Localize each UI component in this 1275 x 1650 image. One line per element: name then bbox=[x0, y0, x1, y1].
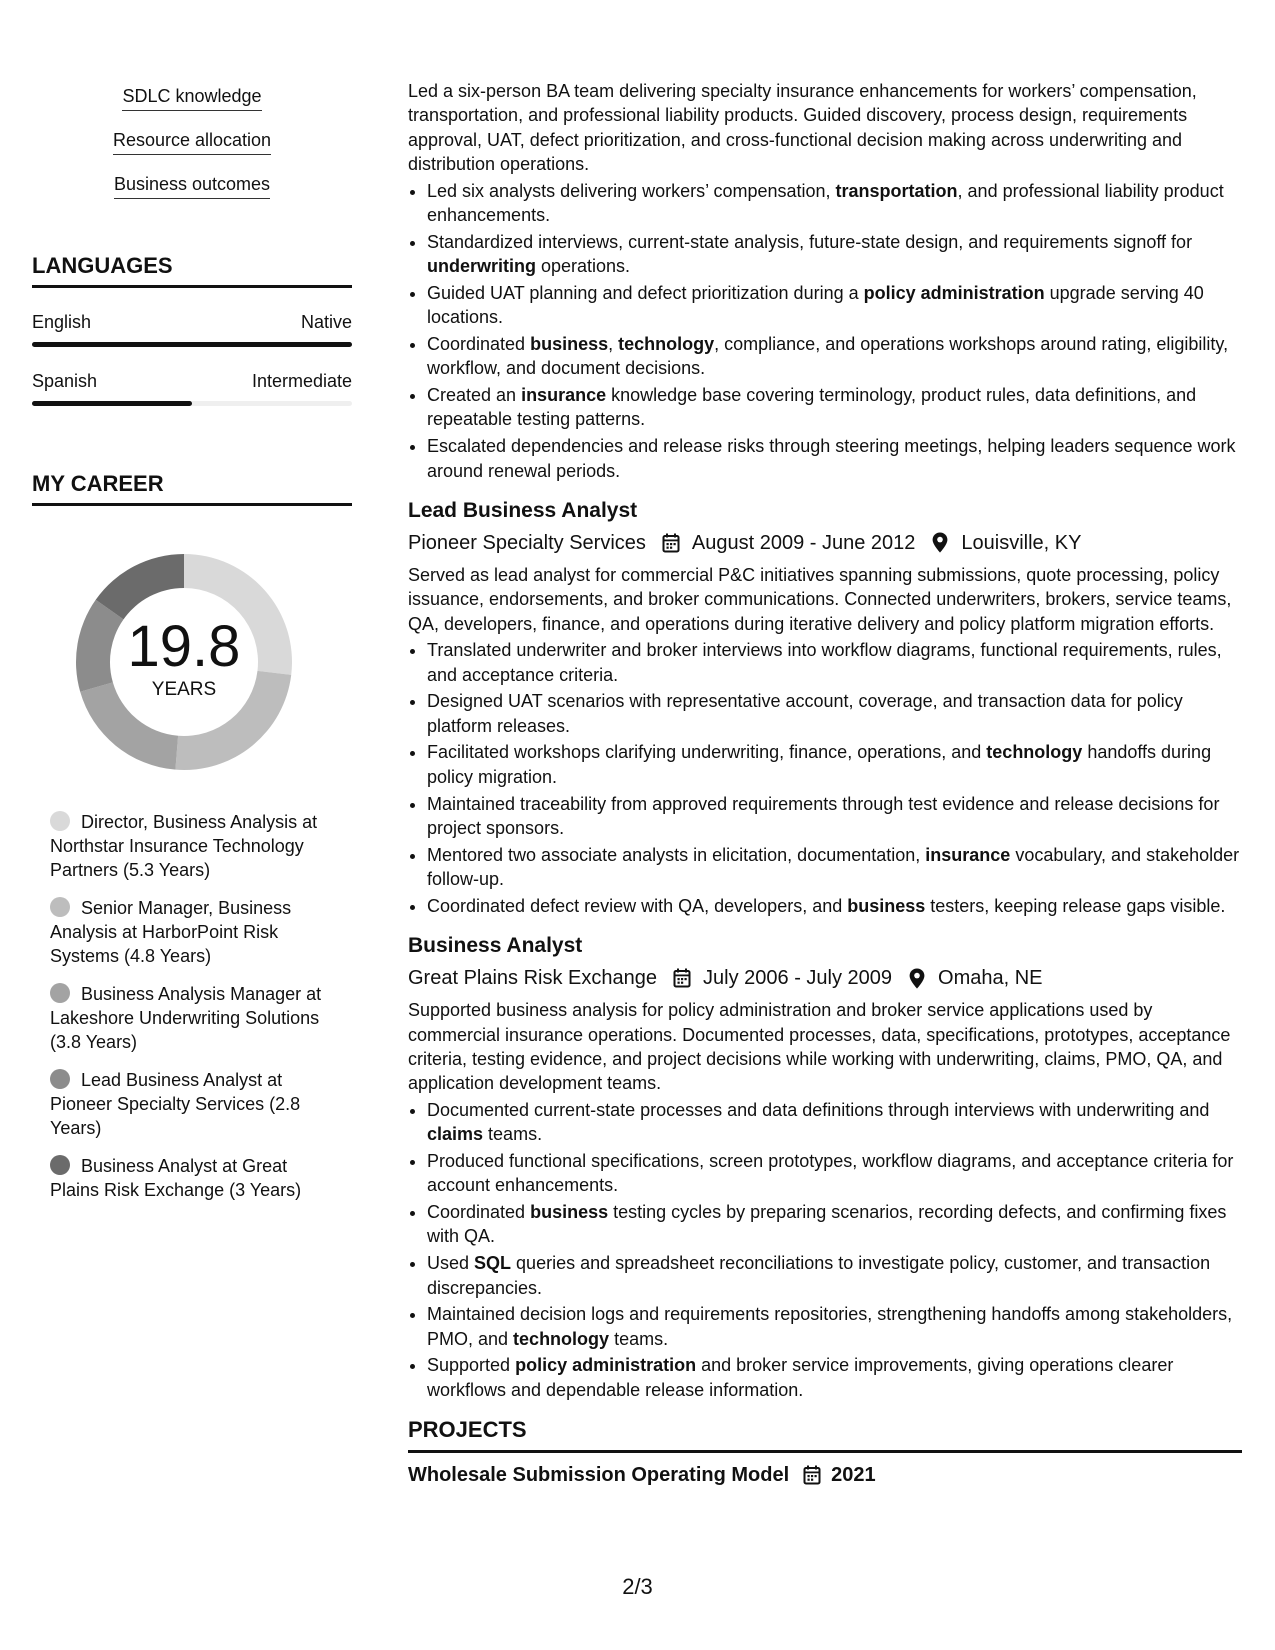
career-item-text: Director, Business Analysis at Northstar Insurance Technology Partners (5.3 Years) bbox=[50, 812, 318, 880]
bullet-item: • Translated underwriter and broker interviews into workflow diagrams, functional requirements, rules, and acceptance criteria. bbox=[427, 638, 1242, 687]
career-item bbox=[50, 1068, 340, 1140]
job-location: Omaha, NE bbox=[938, 967, 1043, 990]
career-item-text: Business Analyst at Great Plains Risk Exchange (3 Years) bbox=[50, 1156, 302, 1200]
bullet-item: • Coordinated business, technology, compliance, and operations workshops around rating, eligibility, workflow, and document decisions. bbox=[427, 332, 1242, 381]
map-pin-icon bbox=[906, 967, 928, 989]
career-item bbox=[50, 982, 340, 1054]
language-level: Native bbox=[300, 312, 352, 332]
job-bullets bbox=[408, 638, 1242, 918]
languages-heading: LANGUAGES bbox=[32, 252, 352, 288]
job-summary: Supported business analysis for policy administration and broker service applications used by commercial insurance operations. Documented processes, data, specifications, prototypes, acceptance criteria, testing evidence, and project decisions while working with underwriting, claims, PMO, QA, and application development teams. bbox=[408, 1000, 1231, 1094]
bullet-item: • Standardized interviews, current-state analysis, future-state design, and requirements signoff for underwriting operations. bbox=[427, 230, 1242, 279]
bullet-item: • Maintained decision logs and requirements repositories, strengthening handoffs among stakeholders, PMO, and technology teams. bbox=[427, 1302, 1242, 1351]
career-donut-chart bbox=[32, 544, 352, 780]
legend-dot bbox=[50, 1069, 70, 1089]
career-legend bbox=[32, 810, 340, 1202]
bullet-item: • Created an insurance knowledge base covering terminology, product rules, data definitions, and repeatable testing patterns. bbox=[427, 383, 1242, 432]
career-item bbox=[50, 896, 340, 968]
bullet-item: • Escalated dependencies and release risks through steering meetings, helping leaders sequence work around renewal periods. bbox=[427, 434, 1242, 483]
language-level: Intermediate bbox=[251, 371, 352, 391]
job-dates: August 2009 - June 2012 bbox=[691, 531, 916, 554]
career-donut bbox=[66, 544, 302, 780]
main-content bbox=[408, 79, 1242, 1489]
bullet-item: • Coordinated defect review with QA, developers, and business testers, keeping release gaps visible. bbox=[427, 894, 1242, 918]
role-bullets bbox=[408, 179, 1242, 483]
language-name: Spanish bbox=[32, 371, 98, 391]
company-name: Great Plains Risk Exchange bbox=[408, 967, 658, 990]
job-entry bbox=[408, 497, 1242, 918]
bullet-item: • Documented current-state processes and data definitions through interviews with underwriting and claims teams. bbox=[427, 1098, 1242, 1147]
bullet-item: • Maintained traceability from approved requirements through test evidence and release decisions for project sponsors. bbox=[427, 792, 1242, 841]
language-spanish bbox=[32, 369, 352, 406]
job-meta bbox=[408, 529, 1242, 557]
projects-heading: PROJECTS bbox=[408, 1416, 1242, 1453]
role-summary: Led a six-person BA team delivering specialty insurance enhancements for workers’ compensation, transportation, and professional liability products. Guided discovery, process design, requirements approval, UAT, defect prioritization, and cross-functional decision making across underwriting and distribution operations. bbox=[408, 81, 1197, 175]
job-meta bbox=[408, 964, 1242, 992]
calendar-icon bbox=[671, 967, 693, 989]
bullet-item: • Produced functional specifications, screen prototypes, workflow diagrams, and acceptance criteria for account enhancements. bbox=[427, 1149, 1242, 1198]
career-item-text: Lead Business Analyst at Pioneer Specialty Services (2.8 Years) bbox=[50, 1070, 301, 1138]
bullet-item: • Used SQL queries and spreadsheet reconciliations to investigate policy, customer, and transaction discrepancies. bbox=[427, 1251, 1242, 1300]
bullet-item: • Coordinated business testing cycles by preparing scenarios, recording defects, and confirming fixes with QA. bbox=[427, 1200, 1242, 1249]
project-year: 2021 bbox=[831, 1464, 876, 1487]
career-item bbox=[50, 810, 340, 882]
project-entry bbox=[408, 1461, 1242, 1489]
job-title: Lead Business Analyst bbox=[408, 498, 638, 522]
legend-dot bbox=[50, 983, 70, 1003]
page-number: 2/3 bbox=[622, 1574, 653, 1599]
bullet-item: • Guided UAT planning and defect prioritization during a policy administration upgrade serving 40 locations. bbox=[427, 281, 1242, 330]
legend-dot bbox=[50, 1155, 70, 1175]
job-location: Louisville, KY bbox=[961, 531, 1082, 554]
language-proficiency-bar bbox=[32, 401, 352, 406]
language-name: English bbox=[32, 312, 92, 332]
career-item-text: Senior Manager, Business Analysis at HarborPoint Risk Systems (4.8 Years) bbox=[50, 898, 292, 966]
career-unit: YEARS bbox=[151, 679, 217, 700]
calendar-icon bbox=[660, 532, 682, 554]
project-title: Wholesale Submission Operating Model bbox=[408, 1464, 790, 1487]
language-english bbox=[32, 310, 352, 347]
skill-item: SDLC knowledge bbox=[122, 84, 261, 111]
bullet-item: • Led six analysts delivering workers’ compensation, transportation, and professional liability product enhancements. bbox=[427, 179, 1242, 228]
bullet-item: • Designed UAT scenarios with representative account, coverage, and transaction data for policy platform releases. bbox=[427, 689, 1242, 738]
job-title: Business Analyst bbox=[408, 934, 583, 958]
career-item bbox=[50, 1154, 340, 1202]
map-pin-icon bbox=[929, 532, 951, 554]
career-total: 19.8 bbox=[127, 614, 241, 679]
company-name: Pioneer Specialty Services bbox=[408, 531, 646, 554]
bullet-item: • Mentored two associate analysts in elicitation, documentation, insurance vocabulary, and stakeholder follow-up. bbox=[427, 843, 1242, 892]
language-proficiency-fill bbox=[32, 342, 352, 347]
career-item-text: Business Analysis Manager at Lakeshore Underwriting Solutions (3.8 Years) bbox=[50, 984, 322, 1052]
language-proficiency-fill bbox=[32, 401, 192, 406]
skill-item: Resource allocation bbox=[113, 128, 271, 155]
language-proficiency-bar bbox=[32, 342, 352, 347]
calendar-icon bbox=[801, 1464, 823, 1486]
legend-dot bbox=[50, 811, 70, 831]
career-heading: MY CAREER bbox=[32, 470, 352, 506]
job-dates: July 2006 - July 2009 bbox=[703, 967, 893, 990]
job-bullets bbox=[408, 1098, 1242, 1402]
skill-item: Business outcomes bbox=[114, 172, 270, 199]
skill-list bbox=[32, 84, 352, 216]
job-summary: Served as lead analyst for commercial P&C initiatives spanning submissions, quote processing, policy issuance, endorsements, and broker communications. Connected underwriters, brokers, service teams, QA, developers, finance, and operations during iterative delivery and policy platform migration efforts. bbox=[408, 564, 1232, 634]
bullet-item: • Facilitated workshops clarifying underwriting, finance, operations, and technology handoffs during policy migration. bbox=[427, 740, 1242, 789]
job-entry bbox=[408, 932, 1242, 1402]
bullet-item: • Supported policy administration and broker service improvements, giving operations clearer workflows and dependable release information. bbox=[427, 1353, 1242, 1402]
sidebar bbox=[32, 84, 352, 1216]
legend-dot bbox=[50, 897, 70, 917]
